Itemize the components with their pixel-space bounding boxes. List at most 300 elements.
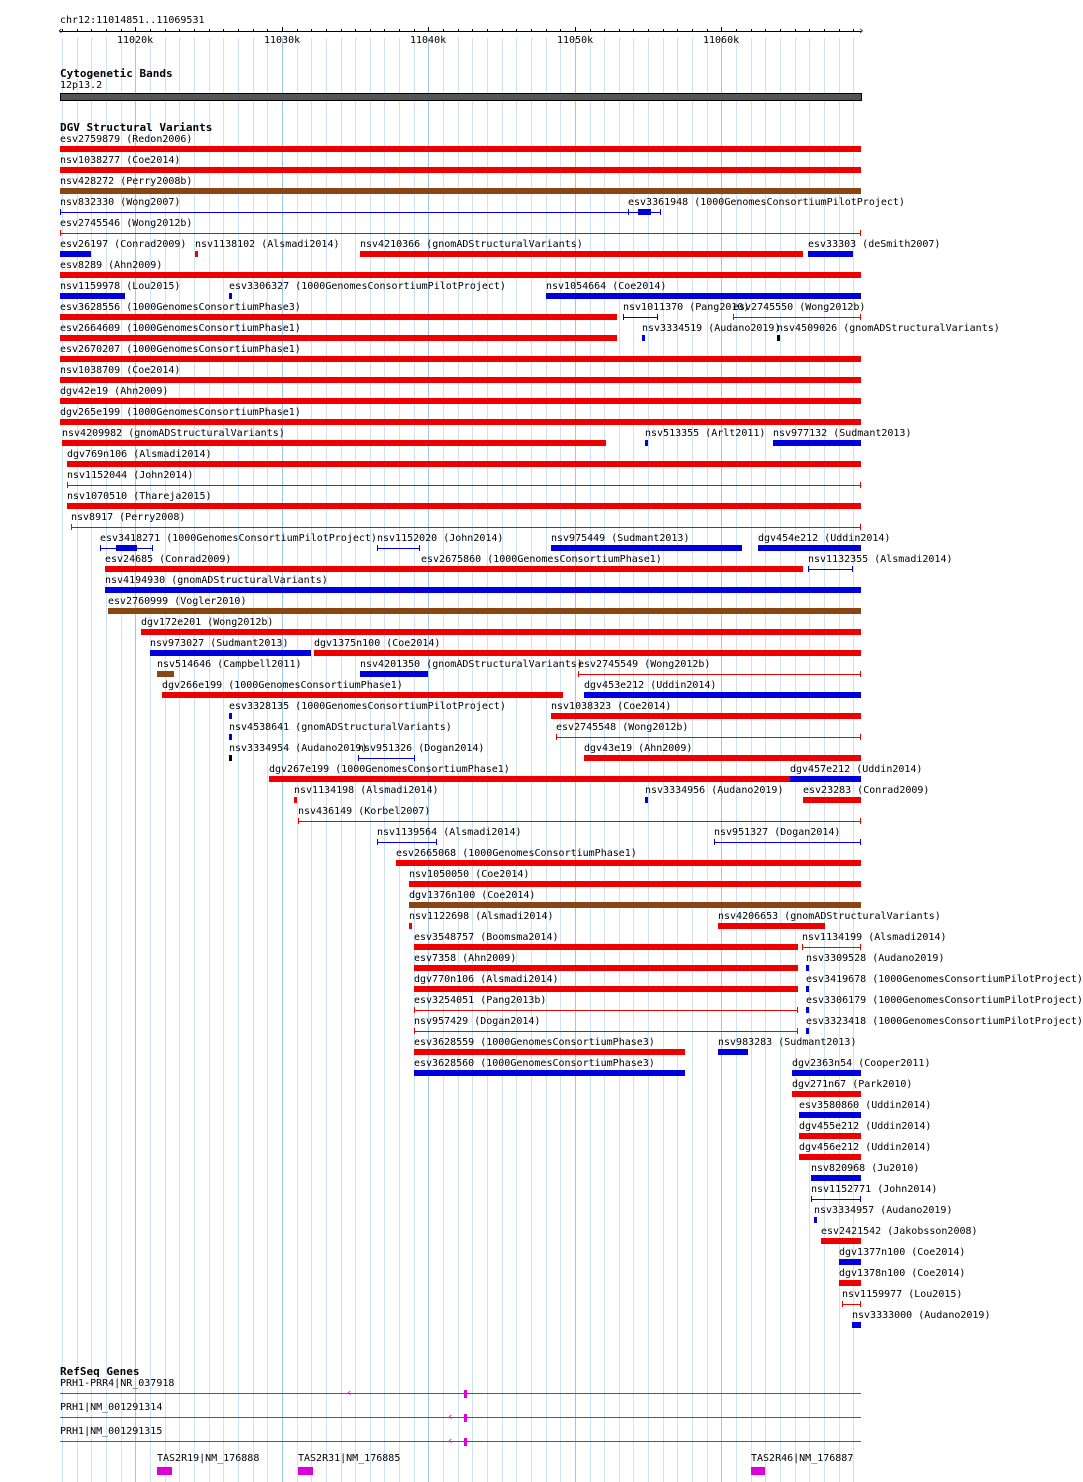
- variant-label[interactable]: nsv4194930 (gnomADStructuralVariants): [105, 575, 328, 586]
- ruler-tick-label: 11030k: [264, 35, 301, 46]
- variant-line[interactable]: [414, 1031, 798, 1032]
- variant-bar[interactable]: [195, 251, 198, 257]
- ruler-tick: [780, 29, 781, 31]
- variant-end-tick: [419, 545, 420, 551]
- variant-bar[interactable]: [414, 1049, 685, 1055]
- variant-bar[interactable]: [409, 881, 861, 887]
- variant-label[interactable]: dgv265e199 (1000GenomesConsortiumPhase1): [60, 407, 301, 418]
- variant-bar[interactable]: [162, 692, 563, 698]
- ruler-tick: [428, 27, 429, 31]
- variant-label[interactable]: nsv983283 (Sudmant2013): [718, 1037, 857, 1048]
- variant-line[interactable]: [60, 212, 647, 213]
- transcript-label[interactable]: PRH1|NM_001291315: [60, 1426, 163, 1437]
- variant-line[interactable]: [733, 317, 861, 318]
- ruler-tick: [135, 27, 136, 31]
- variant-label[interactable]: nsv513355 (Arlt2011): [645, 428, 766, 439]
- variant-end-tick: [860, 671, 861, 677]
- variant-line[interactable]: [298, 821, 861, 822]
- variant-end-tick: [860, 482, 861, 488]
- variant-bar[interactable]: [60, 167, 861, 173]
- variant-end-tick: [60, 209, 61, 215]
- variant-bar[interactable]: [60, 314, 617, 320]
- variant-bar[interactable]: [806, 1028, 809, 1034]
- variant-label[interactable]: dgv1375n100 (Coe2014): [314, 638, 441, 649]
- variant-label[interactable]: esv3548757 (Boomsma2014): [414, 932, 559, 943]
- variant-bar[interactable]: [116, 545, 137, 551]
- variant-label[interactable]: nsv1134199 (Alsmadi2014): [802, 932, 947, 943]
- ruler-tick: [663, 29, 664, 31]
- ruler-tick: [297, 29, 298, 31]
- ruler-arrow: ‹: [57, 24, 64, 37]
- variant-label[interactable]: dgv1378n100 (Coe2014): [839, 1268, 966, 1279]
- variant-label[interactable]: nsv4509026 (gnomADStructuralVariants): [777, 323, 1000, 334]
- ruler-tick: [414, 29, 415, 31]
- variant-line[interactable]: [811, 1199, 861, 1200]
- variant-label[interactable]: dgv266e199 (1000GenomesConsortiumPhase1): [162, 680, 403, 691]
- variant-end-tick: [860, 230, 861, 236]
- variant-label[interactable]: nsv8917 (Perry2008): [71, 512, 186, 523]
- ruler-tick: [648, 29, 649, 31]
- ruler-tick: [619, 29, 620, 31]
- variant-label[interactable]: esv3418271 (1000GenomesConsortiumPilotProject): [100, 533, 377, 544]
- ruler-tick: [765, 29, 766, 31]
- variant-label[interactable]: dgv1376n100 (Coe2014): [409, 890, 536, 901]
- variant-label[interactable]: esv7358 (Ahn2009): [414, 953, 517, 964]
- variant-end-tick: [414, 1028, 415, 1034]
- variant-line[interactable]: [556, 737, 861, 738]
- variant-bar[interactable]: [60, 377, 861, 383]
- variant-label[interactable]: esv3580860 (Uddin2014): [799, 1100, 932, 1111]
- variant-line[interactable]: [358, 758, 415, 759]
- variant-label[interactable]: nsv1159978 (Lou2015): [60, 281, 181, 292]
- variant-bar[interactable]: [360, 671, 428, 677]
- ruler-tick: [282, 27, 283, 31]
- variant-end-tick: [797, 1007, 798, 1013]
- ruler-tick: [370, 29, 371, 31]
- variant-label[interactable]: nsv957429 (Dogan2014): [414, 1016, 541, 1027]
- variant-label[interactable]: nsv1054664 (Coe2014): [546, 281, 667, 292]
- variant-label[interactable]: nsv3334957 (Audano2019): [814, 1205, 953, 1216]
- variant-bar[interactable]: [806, 1007, 809, 1013]
- variant-label[interactable]: dgv453e212 (Uddin2014): [584, 680, 717, 691]
- variant-label[interactable]: nsv1070510 (Thareja2015): [67, 491, 212, 502]
- ruler-tick: [179, 29, 180, 31]
- variant-label[interactable]: esv2745548 (Wong2012b): [556, 722, 689, 733]
- ruler-tick: [326, 29, 327, 31]
- variant-end-tick: [811, 1196, 812, 1202]
- variant-label[interactable]: esv26197 (Conrad2009): [60, 239, 187, 250]
- variant-label[interactable]: nsv951326 (Dogan2014): [358, 743, 485, 754]
- variant-line[interactable]: [623, 317, 658, 318]
- variant-bar[interactable]: [638, 209, 651, 215]
- variant-label[interactable]: dgv769n106 (Alsmadi2014): [67, 449, 212, 460]
- variant-label[interactable]: esv2745550 (Wong2012b): [733, 302, 866, 313]
- variant-bar[interactable]: [414, 1070, 685, 1076]
- ruler-tick: [516, 29, 517, 31]
- variant-bar[interactable]: [105, 587, 861, 593]
- variant-bar[interactable]: [60, 272, 861, 278]
- cytoband-track-title: Cytogenetic Bands: [60, 67, 173, 80]
- variant-label[interactable]: esv24685 (Conrad2009): [105, 554, 232, 565]
- variant-label[interactable]: esv2745546 (Wong2012b): [60, 218, 193, 229]
- variant-line[interactable]: [71, 527, 861, 528]
- variant-bar[interactable]: [806, 965, 809, 971]
- variant-bar[interactable]: [229, 293, 232, 299]
- variant-bar[interactable]: [60, 251, 91, 257]
- ruler-tick: [590, 29, 591, 31]
- variant-bar[interactable]: [808, 251, 853, 257]
- variant-end-tick: [842, 1301, 843, 1307]
- variant-end-tick: [628, 209, 629, 215]
- ruler-tick: [604, 29, 605, 31]
- ruler-tick-label: 11020k: [117, 35, 154, 46]
- variant-line[interactable]: [808, 569, 853, 570]
- ruler-tick: [472, 29, 473, 31]
- variant-bar[interactable]: [551, 545, 742, 551]
- variant-line[interactable]: [60, 233, 861, 234]
- variant-end-tick: [414, 1007, 415, 1013]
- transcript-exon[interactable]: [464, 1414, 467, 1422]
- variant-label[interactable]: esv2675860 (1000GenomesConsortiumPhase1): [421, 554, 662, 565]
- variant-label[interactable]: nsv1152020 (John2014): [377, 533, 504, 544]
- transcript-intron-line[interactable]: [60, 1441, 861, 1442]
- ruler-tick-label: 11050k: [557, 35, 594, 46]
- variant-bar[interactable]: [799, 1133, 861, 1139]
- variant-label[interactable]: nsv4210366 (gnomADStructuralVariants): [360, 239, 583, 250]
- variant-bar[interactable]: [60, 146, 861, 152]
- gene-label[interactable]: TAS2R46|NM_176887: [751, 1453, 854, 1464]
- ruler-tick: [677, 29, 678, 31]
- variant-bar[interactable]: [60, 188, 861, 194]
- variant-label[interactable]: nsv832330 (Wong2007): [60, 197, 181, 208]
- variant-label[interactable]: nsv428272 (Perry2008b): [60, 176, 193, 187]
- variant-bar[interactable]: [67, 503, 861, 509]
- variant-label[interactable]: esv3306327 (1000GenomesConsortiumPilotProject): [229, 281, 506, 292]
- variant-bar[interactable]: [60, 398, 861, 404]
- variant-bar[interactable]: [790, 776, 861, 782]
- strand-arrow-icon: ‹: [346, 1386, 353, 1399]
- ruler-tick: [531, 29, 532, 31]
- transcript-exon[interactable]: [464, 1438, 467, 1446]
- ruler-tick: [150, 29, 151, 31]
- variant-bar[interactable]: [645, 797, 648, 803]
- variant-end-tick: [100, 545, 101, 551]
- dgv-track-title: DGV Structural Variants: [60, 121, 213, 134]
- variant-end-tick: [152, 545, 153, 551]
- variant-end-tick: [578, 671, 579, 677]
- variant-label[interactable]: esv3323418 (1000GenomesConsortiumPilotProject): [806, 1016, 1083, 1027]
- variant-bar[interactable]: [777, 335, 780, 341]
- ruler-tick: [384, 29, 385, 31]
- variant-bar[interactable]: [409, 923, 412, 929]
- variant-label[interactable]: esv2759879 (Redon2006): [60, 134, 193, 145]
- variant-label[interactable]: esv2664609 (1000GenomesConsortiumPhase1): [60, 323, 301, 334]
- variant-bar[interactable]: [773, 440, 861, 446]
- variant-end-tick: [860, 734, 861, 740]
- variant-label[interactable]: nsv1139564 (Alsmadi2014): [377, 827, 522, 838]
- variant-bar[interactable]: [314, 650, 861, 656]
- variant-end-tick: [60, 230, 61, 236]
- variant-label[interactable]: nsv4209982 (gnomADStructuralVariants): [62, 428, 285, 439]
- variant-label[interactable]: nsv1038277 (Coe2014): [60, 155, 181, 166]
- variant-bar[interactable]: [799, 1154, 861, 1160]
- variant-bar[interactable]: [229, 755, 232, 761]
- variant-line[interactable]: [842, 1304, 861, 1305]
- variant-label[interactable]: esv3628560 (1000GenomesConsortiumPhase3): [414, 1058, 655, 1069]
- variant-end-tick: [860, 1196, 861, 1202]
- variant-label[interactable]: nsv1159977 (Lou2015): [842, 1289, 963, 1300]
- ruler-tick: [707, 29, 708, 31]
- ruler-tick: [560, 29, 561, 31]
- gene-label[interactable]: TAS2R19|NM_176888: [157, 1453, 260, 1464]
- variant-bar[interactable]: [67, 461, 861, 467]
- variant-bar[interactable]: [108, 608, 861, 614]
- variant-label[interactable]: dgv455e212 (Uddin2014): [799, 1121, 932, 1132]
- transcript-exon[interactable]: [464, 1390, 467, 1398]
- variant-bar[interactable]: [718, 1049, 748, 1055]
- variant-end-tick: [377, 839, 378, 845]
- variant-bar[interactable]: [60, 419, 861, 425]
- ruler-tick: [546, 29, 547, 31]
- variant-label[interactable]: dgv457e212 (Uddin2014): [790, 764, 923, 775]
- variant-label[interactable]: dgv43e19 (Ahn2009): [584, 743, 693, 754]
- variant-bar[interactable]: [803, 797, 861, 803]
- variant-bar[interactable]: [718, 923, 825, 929]
- variant-label[interactable]: nsv4201350 (gnomADStructuralVariants): [360, 659, 583, 670]
- variant-bar[interactable]: [150, 650, 311, 656]
- variant-end-tick: [802, 944, 803, 950]
- variant-line[interactable]: [414, 1010, 798, 1011]
- variant-label[interactable]: dgv42e19 (Ahn2009): [60, 386, 169, 397]
- ruler-tick: [91, 29, 92, 31]
- cytoband-label: 12p13.2: [60, 80, 103, 91]
- variant-bar[interactable]: [360, 251, 803, 257]
- variant-label[interactable]: dgv454e212 (Uddin2014): [758, 533, 891, 544]
- variant-end-tick: [436, 839, 437, 845]
- variant-label[interactable]: nsv1122698 (Alsmadi2014): [409, 911, 554, 922]
- variant-bar[interactable]: [645, 440, 648, 446]
- variant-bar[interactable]: [806, 986, 809, 992]
- variant-label[interactable]: nsv3334956 (Audano2019): [645, 785, 784, 796]
- variant-label[interactable]: nsv1152044 (John2014): [67, 470, 194, 481]
- ruler-coordinates: chr12:11014851..11069531: [60, 15, 205, 26]
- variant-label[interactable]: esv2665068 (1000GenomesConsortiumPhase1): [396, 848, 637, 859]
- variant-label[interactable]: nsv1138102 (Alsmadi2014): [195, 239, 340, 250]
- variant-label[interactable]: esv3306179 (1000GenomesConsortiumPilotProject): [806, 995, 1083, 1006]
- ruler-tick: [165, 29, 166, 31]
- ruler-tick-label: 11060k: [703, 35, 740, 46]
- variant-end-tick: [860, 944, 861, 950]
- variant-end-tick: [298, 818, 299, 824]
- variant-bar[interactable]: [799, 1112, 861, 1118]
- variant-line[interactable]: [377, 548, 420, 549]
- ruler-tick: [795, 29, 796, 31]
- variant-bar[interactable]: [821, 1238, 861, 1244]
- variant-label[interactable]: nsv514646 (Campbell2011): [157, 659, 302, 670]
- variant-line[interactable]: [802, 947, 861, 948]
- ruler-tick: [502, 29, 503, 31]
- gene-exon[interactable]: [751, 1467, 765, 1475]
- variant-bar[interactable]: [141, 629, 861, 635]
- variant-label[interactable]: nsv951327 (Dogan2014): [714, 827, 841, 838]
- variant-bar[interactable]: [642, 335, 645, 341]
- ruler-tick: [399, 29, 400, 31]
- variant-end-tick: [71, 524, 72, 530]
- variant-label[interactable]: dgv271n67 (Park2010): [792, 1079, 913, 1090]
- variant-label[interactable]: dgv2363n54 (Cooper2011): [792, 1058, 931, 1069]
- variant-end-tick: [657, 314, 658, 320]
- variant-bar[interactable]: [229, 713, 232, 719]
- ruler-tick: [267, 29, 268, 31]
- strand-arrow-icon: ‹: [447, 1410, 454, 1423]
- ruler-tick: [77, 29, 78, 31]
- variant-label[interactable]: nsv1050050 (Coe2014): [409, 869, 530, 880]
- transcript-intron-line[interactable]: [60, 1393, 861, 1394]
- cytoband-bar[interactable]: [60, 93, 862, 101]
- variant-bar[interactable]: [157, 671, 174, 677]
- variant-label[interactable]: nsv977132 (Sudmant2013): [773, 428, 912, 439]
- variant-bar[interactable]: [551, 713, 861, 719]
- variant-label[interactable]: esv8289 (Ahn2009): [60, 260, 163, 271]
- variant-label[interactable]: dgv1377n100 (Coe2014): [839, 1247, 966, 1258]
- variant-label[interactable]: nsv820968 (Ju2010): [811, 1163, 920, 1174]
- variant-bar[interactable]: [546, 293, 861, 299]
- variant-end-tick: [660, 209, 661, 215]
- variant-label[interactable]: nsv3333000 (Audano2019): [852, 1310, 991, 1321]
- variant-label[interactable]: esv3328135 (1000GenomesConsortiumPilotProject): [229, 701, 506, 712]
- variant-bar[interactable]: [758, 545, 861, 551]
- transcript-label[interactable]: PRH1-PRR4|NR_037918: [60, 1378, 175, 1389]
- variant-label[interactable]: nsv973027 (Sudmant2013): [150, 638, 289, 649]
- variant-label[interactable]: nsv3309528 (Audano2019): [806, 953, 945, 964]
- variant-label[interactable]: nsv3334519 (Audano2019): [642, 323, 781, 334]
- variant-line[interactable]: [67, 485, 861, 486]
- ruler-tick: [853, 29, 854, 31]
- variant-label[interactable]: esv2745549 (Wong2012b): [578, 659, 711, 670]
- variant-label[interactable]: esv3254051 (Pang2013b): [414, 995, 547, 1006]
- ruler-tick: [443, 29, 444, 31]
- variant-end-tick: [860, 818, 861, 824]
- variant-bar[interactable]: [814, 1217, 817, 1223]
- variant-label[interactable]: nsv3334954 (Audano2019): [229, 743, 368, 754]
- ruler-tick: [355, 29, 356, 31]
- variant-label[interactable]: dgv172e201 (Wong2012b): [141, 617, 274, 628]
- variant-bar[interactable]: [60, 356, 861, 362]
- variant-bar[interactable]: [414, 965, 798, 971]
- variant-label[interactable]: dgv456e212 (Uddin2014): [799, 1142, 932, 1153]
- gene-exon[interactable]: [298, 1467, 313, 1475]
- variant-label[interactable]: nsv1038323 (Coe2014): [551, 701, 672, 712]
- variant-bar[interactable]: [421, 566, 803, 572]
- variant-label[interactable]: nsv1132355 (Alsmadi2014): [808, 554, 953, 565]
- variant-bar[interactable]: [852, 1322, 861, 1328]
- ruler-tick-label: 11040k: [410, 35, 447, 46]
- variant-label[interactable]: esv33303 (deSmith2007): [808, 239, 941, 250]
- variant-label[interactable]: nsv1152771 (John2014): [811, 1184, 938, 1195]
- gene-label[interactable]: TAS2R31|NM_176885: [298, 1453, 401, 1464]
- variant-end-tick: [714, 839, 715, 845]
- variant-bar[interactable]: [229, 734, 232, 740]
- ruler-tick: [692, 29, 693, 31]
- ruler-tick: [751, 29, 752, 31]
- variant-label[interactable]: nsv975449 (Sudmant2013): [551, 533, 690, 544]
- variant-label[interactable]: esv2670207 (1000GenomesConsortiumPhase1): [60, 344, 301, 355]
- variant-label[interactable]: nsv1011370 (Pang2010): [623, 302, 750, 313]
- variant-end-tick: [623, 314, 624, 320]
- variant-line[interactable]: [714, 842, 861, 843]
- variant-bar[interactable]: [792, 1070, 861, 1076]
- transcript-label[interactable]: PRH1|NM_001291314: [60, 1402, 163, 1413]
- transcript-intron-line[interactable]: [60, 1417, 861, 1418]
- variant-end-tick: [808, 566, 809, 572]
- variant-label[interactable]: esv3628559 (1000GenomesConsortiumPhase3): [414, 1037, 655, 1048]
- variant-bar[interactable]: [811, 1175, 861, 1181]
- ruler-tick: [736, 29, 737, 31]
- variant-end-tick: [860, 314, 861, 320]
- ruler-tick: [106, 29, 107, 31]
- variant-label[interactable]: esv23283 (Conrad2009): [803, 785, 930, 796]
- ruler-tick: [487, 29, 488, 31]
- variant-end-tick: [860, 839, 861, 845]
- variant-label[interactable]: nsv1134198 (Alsmadi2014): [294, 785, 439, 796]
- variant-line[interactable]: [377, 842, 437, 843]
- gene-exon[interactable]: [157, 1467, 172, 1475]
- variant-end-tick: [67, 482, 68, 488]
- variant-bar[interactable]: [839, 1280, 861, 1286]
- ruler-tick: [824, 29, 825, 31]
- variant-bar[interactable]: [409, 902, 861, 908]
- strand-arrow-icon: ‹: [447, 1434, 454, 1447]
- ruler-tick: [253, 29, 254, 31]
- variant-label[interactable]: esv3361948 (1000GenomesConsortiumPilotProject): [628, 197, 905, 208]
- variant-label[interactable]: esv3419678 (1000GenomesConsortiumPilotProject): [806, 974, 1083, 985]
- variant-end-tick: [358, 755, 359, 761]
- ruler-tick: [839, 29, 840, 31]
- variant-bar[interactable]: [414, 944, 798, 950]
- ruler-tick: [194, 29, 195, 31]
- variant-bar[interactable]: [60, 335, 617, 341]
- variant-label[interactable]: nsv1038709 (Coe2014): [60, 365, 181, 376]
- ruler-tick: [809, 29, 810, 31]
- variant-label[interactable]: nsv4538641 (gnomADStructuralVariants): [229, 722, 452, 733]
- variant-line[interactable]: [578, 674, 861, 675]
- ruler-axis: [60, 31, 861, 32]
- variant-bar[interactable]: [839, 1259, 861, 1265]
- variant-label[interactable]: dgv770n106 (Alsmadi2014): [414, 974, 559, 985]
- variant-bar[interactable]: [414, 986, 798, 992]
- variant-bar[interactable]: [584, 692, 861, 698]
- variant-label[interactable]: esv2760999 (Vogler2010): [108, 596, 247, 607]
- variant-label[interactable]: dgv267e199 (1000GenomesConsortiumPhase1): [269, 764, 510, 775]
- variant-label[interactable]: nsv436149 (Korbel2007): [298, 806, 431, 817]
- variant-label[interactable]: nsv4206653 (gnomADStructuralVariants): [718, 911, 941, 922]
- variant-end-tick: [556, 734, 557, 740]
- variant-label[interactable]: esv3628556 (1000GenomesConsortiumPhase3): [60, 302, 301, 313]
- ruler-tick: [458, 29, 459, 31]
- variant-bar[interactable]: [269, 776, 790, 782]
- ruler-tick: [575, 27, 576, 31]
- variant-bar[interactable]: [792, 1091, 861, 1097]
- variant-bar[interactable]: [584, 755, 861, 761]
- variant-bar[interactable]: [60, 293, 125, 299]
- ruler-tick: [223, 29, 224, 31]
- variant-bar[interactable]: [294, 797, 297, 803]
- ruler-tick: [209, 29, 210, 31]
- variant-bar[interactable]: [62, 440, 606, 446]
- ruler-tick: [721, 27, 722, 31]
- variant-label[interactable]: esv2421542 (Jakobsson2008): [821, 1226, 978, 1237]
- variant-bar[interactable]: [396, 860, 861, 866]
